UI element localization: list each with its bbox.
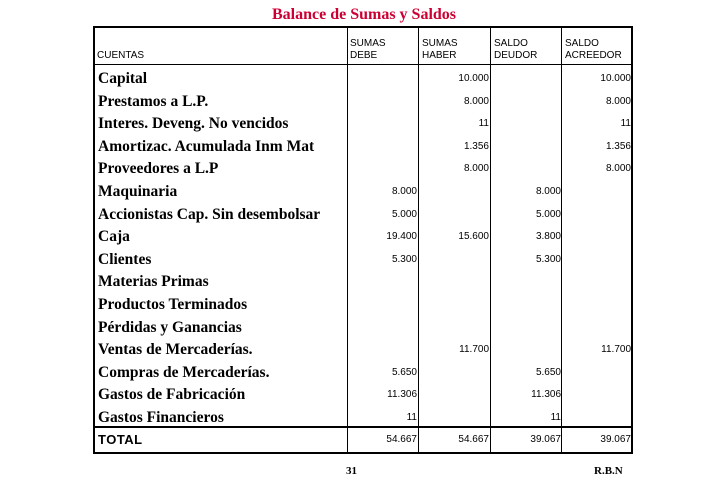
account-name: Amortizac. Acumulada Inm Mat	[98, 137, 315, 155]
saldo-acreedor-value: 10.000	[600, 73, 631, 84]
sumas-haber-value: 1.356	[463, 140, 489, 152]
table-row	[95, 317, 631, 340]
sumas-haber-value: 8.000	[463, 163, 489, 175]
sumas-haber-value: 11	[478, 118, 489, 130]
saldo-deudor-value: 5.650	[535, 366, 561, 378]
saldo-acreedor-value: 8.000	[605, 163, 631, 175]
table-row	[95, 68, 631, 91]
saldo-acreedor-value: 11.700	[601, 344, 631, 356]
author-initials: R.B.N	[594, 465, 623, 477]
total-sumas-debe: 54.667	[386, 434, 417, 445]
total-label: TOTAL	[98, 432, 143, 447]
account-name: Compras de Mercaderías.	[98, 363, 270, 381]
balance-table	[93, 26, 633, 454]
account-name: Interes. Deveng. No vencidos	[98, 115, 289, 133]
account-name: Gastos Financieros	[98, 408, 224, 426]
header-cuentas: CUENTAS	[97, 50, 145, 61]
account-name: Prestamos a L.P.	[98, 92, 209, 110]
saldo-acreedor-value: 8.000	[605, 95, 631, 107]
header-sumas-haber: SUMAS HABER	[422, 38, 458, 61]
table-row	[95, 339, 631, 362]
account-name: Capital	[98, 70, 148, 87]
table-row	[95, 294, 631, 317]
sumas-haber-value: 11.700	[459, 344, 489, 356]
table-row	[95, 136, 631, 159]
account-name: Gastos de Fabricación	[98, 386, 246, 404]
total-row	[95, 429, 631, 452]
table-row	[95, 113, 631, 136]
saldo-deudor-value: 11.306	[531, 389, 561, 401]
sumas-debe-value: 11	[406, 411, 417, 423]
saldo-deudor-value: 3.800	[535, 231, 561, 243]
sumas-debe-value: 5.000	[391, 208, 417, 220]
sumas-debe-value: 19.400	[386, 231, 417, 243]
table-row	[95, 226, 631, 249]
account-name: Ventas de Mercaderías.	[98, 341, 253, 359]
table-row	[95, 384, 631, 407]
table-row	[95, 204, 631, 227]
table-row	[95, 91, 631, 114]
saldo-acreedor-value: 11	[620, 118, 631, 130]
saldo-deudor-value: 8.000	[535, 185, 561, 197]
account-name: Caja	[98, 228, 130, 246]
saldo-deudor-value: 5.000	[535, 208, 561, 220]
account-name: Clientes	[98, 250, 152, 268]
page-number: 31	[346, 465, 357, 477]
account-name: Materias Primas	[98, 273, 209, 291]
table-row	[95, 158, 631, 181]
page-title: Balance de Sumas y Saldos	[271, 6, 457, 23]
saldo-deudor-value: 11	[550, 411, 561, 423]
sumas-haber-value: 8.000	[463, 95, 489, 107]
header-saldo-acreedor: SALDO ACREEDOR	[565, 38, 622, 61]
account-name: Productos Terminados	[98, 295, 248, 313]
total-saldo-acreedor: 39.067	[600, 434, 631, 445]
header-sumas-debe: SUMAS DEBE	[350, 38, 386, 61]
sumas-debe-value: 5.300	[391, 253, 417, 265]
account-name: Accionistas Cap. Sin desembolsar	[98, 205, 321, 223]
table-row	[95, 362, 631, 385]
account-name: Maquinaria	[98, 182, 178, 200]
sumas-haber-value: 10.000	[458, 73, 489, 84]
account-name: Pérdidas y Ganancias	[98, 318, 242, 336]
total-sumas-haber: 54.667	[458, 434, 489, 445]
table-body	[95, 68, 631, 430]
sumas-debe-value: 11.306	[387, 389, 417, 401]
table-row	[95, 271, 631, 294]
sumas-debe-value: 5.650	[391, 366, 417, 378]
table-row	[95, 407, 631, 430]
total-saldo-deudor: 39.067	[530, 434, 561, 445]
account-name: Proveedores a L.P	[98, 160, 219, 178]
sumas-debe-value: 8.000	[391, 185, 417, 197]
header-divider	[95, 64, 631, 65]
sumas-haber-value: 15.600	[458, 231, 489, 243]
saldo-acreedor-value: 1.356	[605, 140, 631, 152]
saldo-deudor-value: 5.300	[535, 253, 561, 265]
table-row	[95, 181, 631, 204]
header-saldo-deudor: SALDO DEUDOR	[494, 38, 538, 61]
table-row	[95, 249, 631, 272]
